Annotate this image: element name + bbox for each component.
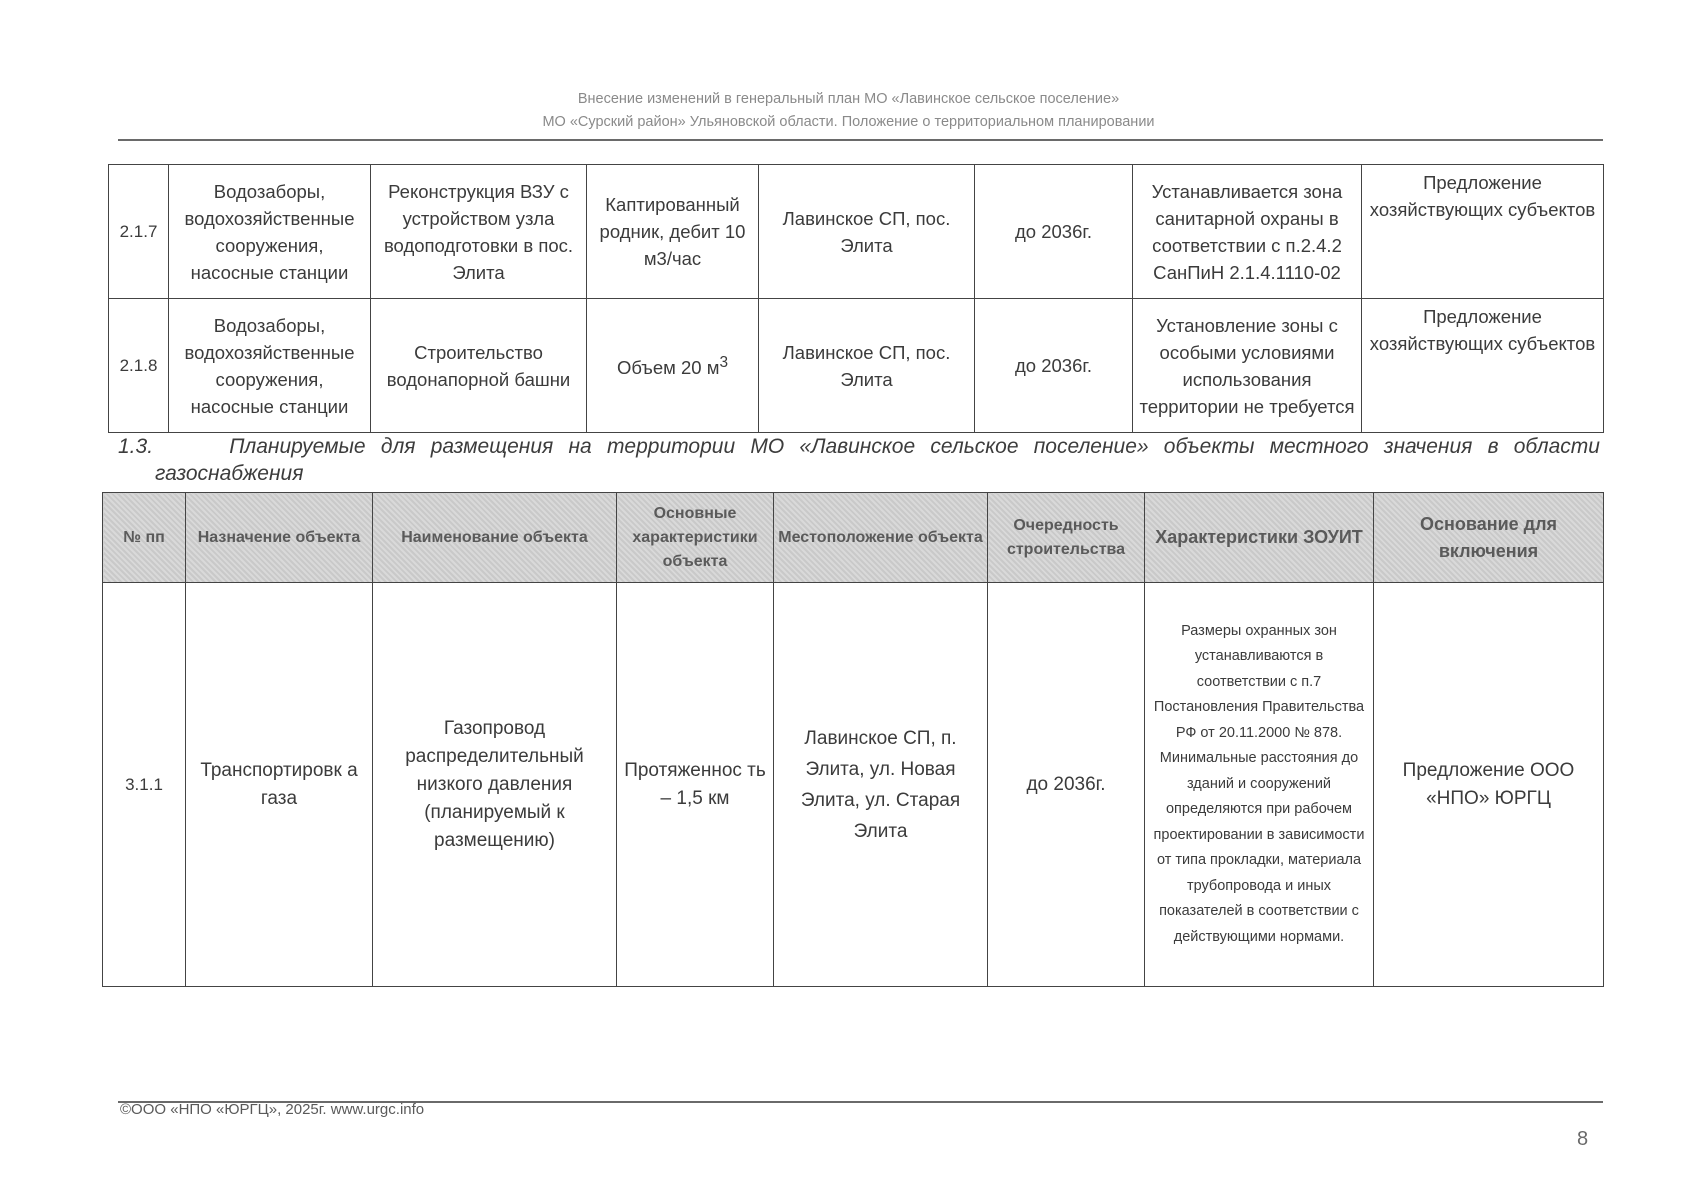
table-header-row <box>103 493 1604 583</box>
object-location: Лавинское СП, пос. Элита <box>759 165 975 299</box>
object-characteristics <box>587 299 759 433</box>
section-title-line-2: газоснабжения <box>155 462 304 485</box>
footer-copyright: ©ООО «НПО «ЮРГЦ», 2025г. www.urgc.info <box>120 1101 425 1118</box>
section-number: 1.3. <box>118 435 154 458</box>
column-header-zouit: Характеристики ЗОУИТ <box>1145 493 1374 583</box>
object-characteristics: Протяженнос ть – 1,5 км <box>617 583 774 987</box>
column-header-name: Наименование объекта <box>373 493 617 583</box>
construction-stage: до 2036г. <box>975 165 1133 299</box>
object-purpose: Водозаборы, водохозяйственные сооружения, насосные станции <box>169 165 371 299</box>
section-title-line-1: Планируемые для размещения на территории МО «Лавинское сельское поселение» объекты местного значения в области <box>229 435 1600 458</box>
object-purpose: Водозаборы, водохозяйственные сооружения, насосные станции <box>169 299 371 433</box>
header-line-1: Внесение изменений в генеральный план МО «Лавинское сельское поселение» <box>577 91 1120 107</box>
object-name: Строительство водонапорной башни <box>371 299 587 433</box>
header-line-2: МО «Сурский район» Ульяновской области. Положение о территориальном планировании <box>542 114 1155 130</box>
row-number: 2.1.8 <box>109 299 169 433</box>
inclusion-basis: Предложение хозяйствующих субъектов <box>1362 165 1604 299</box>
object-name: Реконструкция ВЗУ с устройством узла водоподготовки в пос. Элита <box>371 165 587 299</box>
gas-supply-table <box>102 492 1604 987</box>
object-characteristics: Каптированный родник, дебит 10 м3/час <box>587 165 759 299</box>
zouit-characteristics: Устанавливается зона санитарной охраны в соответствии с п.2.4.2 СанПиН 2.1.4.1110-02 <box>1133 165 1362 299</box>
water-supply-table <box>108 164 1604 433</box>
object-purpose: Транспортировк а газа <box>186 583 373 987</box>
row-number: 3.1.1 <box>103 583 186 987</box>
header-divider <box>118 139 1603 141</box>
table-row <box>109 165 1604 299</box>
column-header-basis: Основание для включения <box>1374 493 1604 583</box>
table-row <box>103 583 1604 987</box>
volume-unit-exponent: 3 <box>719 354 729 372</box>
table-row <box>109 299 1604 433</box>
object-location: Лавинское СП, п. Элита, ул. Новая Элита, ул. Старая Элита <box>774 583 988 987</box>
page-number: 8 <box>1577 1128 1589 1150</box>
section-heading <box>118 433 1600 487</box>
construction-stage: до 2036г. <box>988 583 1145 987</box>
zouit-characteristics: Размеры охранных зон устанавливаются в соответствии с п.7 Постановления Правительства РФ от 20.11.2000 № 878. Минимальные расстояния до зданий и сооружений определяются при рабочем проектировании в зависимости от типа прокладки, материала трубопровода и иных показателей в соответствии с действующими нормами. <box>1145 583 1374 987</box>
object-name: Газопровод распределительный низкого давления (планируемый к размещению) <box>373 583 617 987</box>
column-header-number: № пп <box>103 493 186 583</box>
column-header-purpose: Назначение объекта <box>186 493 373 583</box>
row-number: 2.1.7 <box>109 165 169 299</box>
column-header-location: Местоположение объекта <box>774 493 988 583</box>
document-header <box>0 88 1697 134</box>
inclusion-basis: Предложение хозяйствующих субъектов <box>1362 299 1604 433</box>
column-header-characteristics: Основные характеристики объекта <box>617 493 774 583</box>
zouit-characteristics: Установление зоны с особыми условиями использования территории не требуется <box>1133 299 1362 433</box>
column-header-stage: Очередность строительства <box>988 493 1145 583</box>
construction-stage: до 2036г. <box>975 299 1133 433</box>
volume-value: Объем 20 м <box>616 357 720 379</box>
inclusion-basis: Предложение ООО «НПО» ЮРГЦ <box>1374 583 1604 987</box>
object-location: Лавинское СП, пос. Элита <box>759 299 975 433</box>
